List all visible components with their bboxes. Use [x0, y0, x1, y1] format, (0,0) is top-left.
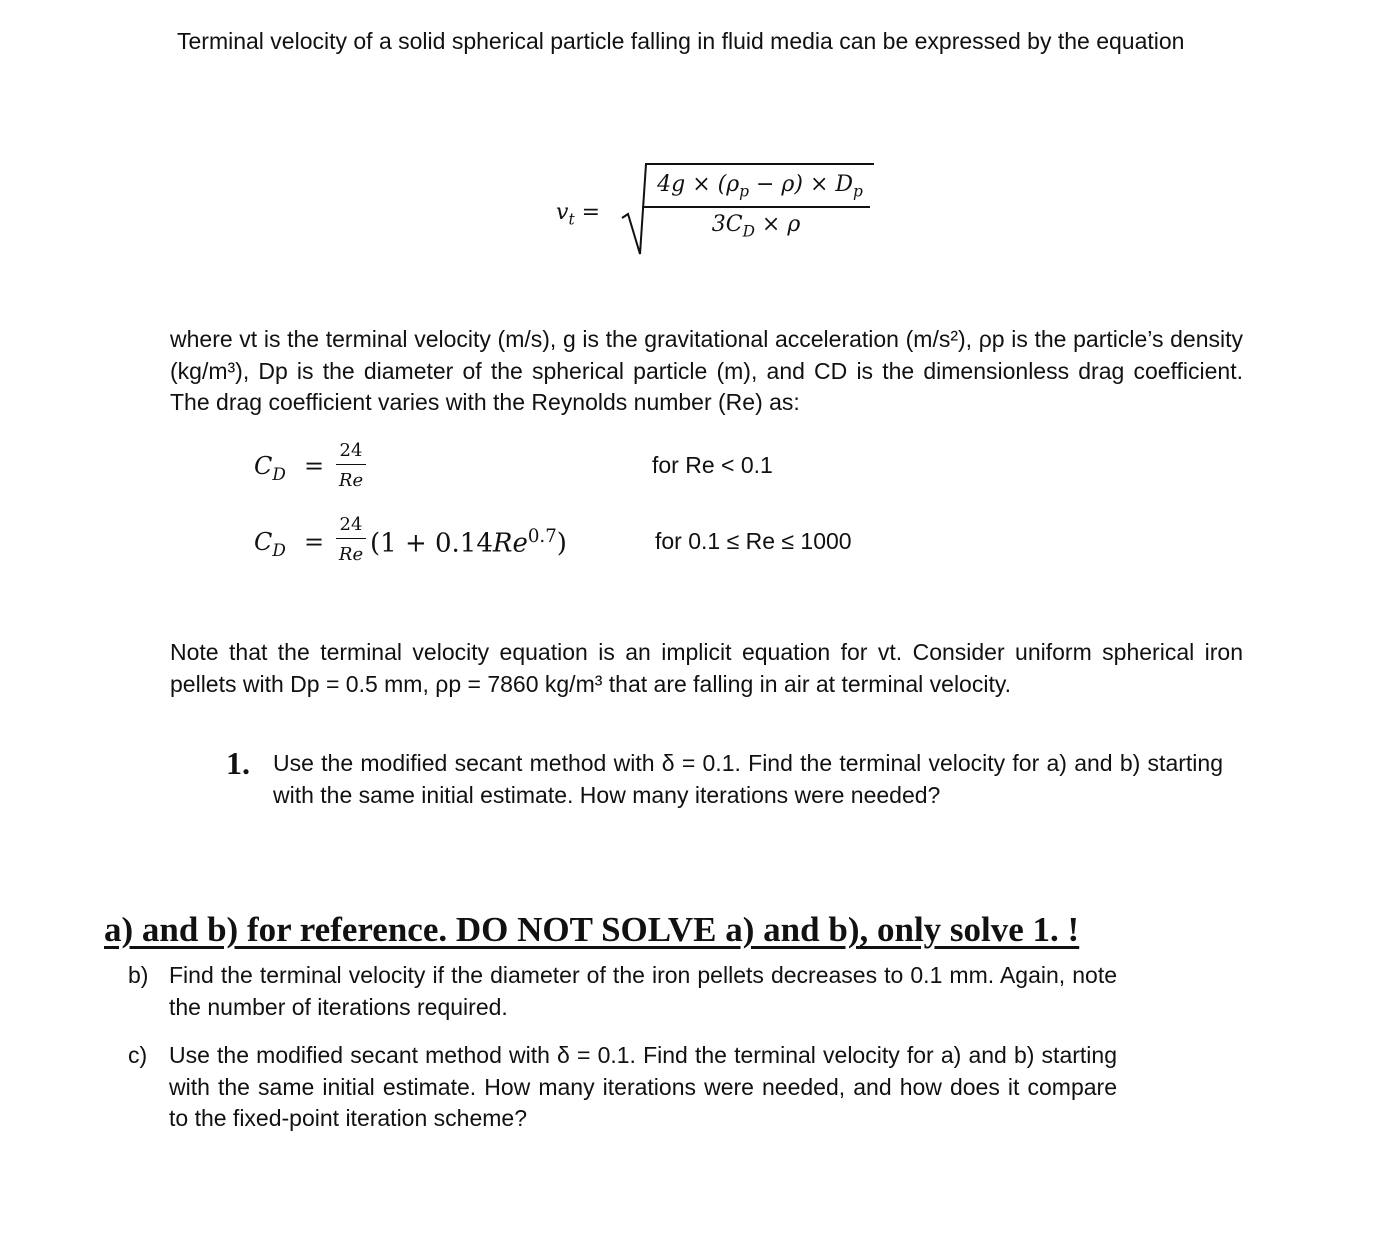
intro-paragraph: Terminal velocity of a solid spherical particle falling in fluid media can be expressed by the equation	[177, 28, 1185, 54]
item-b-label: b)	[128, 962, 149, 988]
drag-condition-2: for 0.1 ≤ Re ≤ 1000	[655, 528, 852, 554]
drag-equation-2: $C_D$ = 24 Re $(1 + 0.14Re^{0.7})$	[254, 514, 567, 565]
item-b-text: Find the terminal velocity if the diameter of the iron pellets decreases to 0.1 mm. Again, note the number of iterations required.	[169, 962, 1117, 1020]
question-1-text: Use the modified secant method with δ = 0.1. Find the terminal velocity for a) and b) starting with the same initial estimate. How many iterations were needed?	[273, 750, 1223, 808]
equation-lhs: $v_t$ =	[556, 200, 601, 229]
drag-condition-1: for Re < 0.1	[652, 452, 773, 478]
note-paragraph: Note that the terminal velocity equation is an implicit equation for vt. Consider uniform spherical iron pellets with Dp = 0.5 mm, ρp = 7860 kg/m³ that are falling in air at terminal velocity.	[170, 639, 1243, 697]
equation-numerator: $4g \times (\rho_p - \rho) \times D_p$	[657, 172, 863, 201]
equation-denominator: $3C_D \times \rho$	[711, 212, 801, 241]
item-c-text: Use the modified secant method with δ = 0.1. Find the terminal velocity for a) and b) starting with the same initial estimate. How many iterations were needed, and how does it compare to the fixed-point iteration scheme?	[169, 1042, 1117, 1131]
question-1-number: 1.	[226, 745, 250, 781]
reference-heading: a) and b) for reference. DO NOT SOLVE a) and b), only solve 1. !	[104, 910, 1080, 949]
equation-fraction-bar	[642, 206, 870, 208]
drag-equation-1: $C_D$ = 24 Re	[254, 440, 394, 496]
item-c-label: c)	[128, 1042, 148, 1068]
terminal-velocity-equation	[556, 158, 886, 258]
where-paragraph: where vt is the terminal velocity (m/s), g is the gravitational acceleration (m/s²), ρp is the particle’s density (kg/m³), Dp is the diameter of the spherical particle (m), and CD is the dimensionless drag coefficient. The drag coefficient varies with the Reynolds number (Re) as:	[170, 326, 1243, 415]
